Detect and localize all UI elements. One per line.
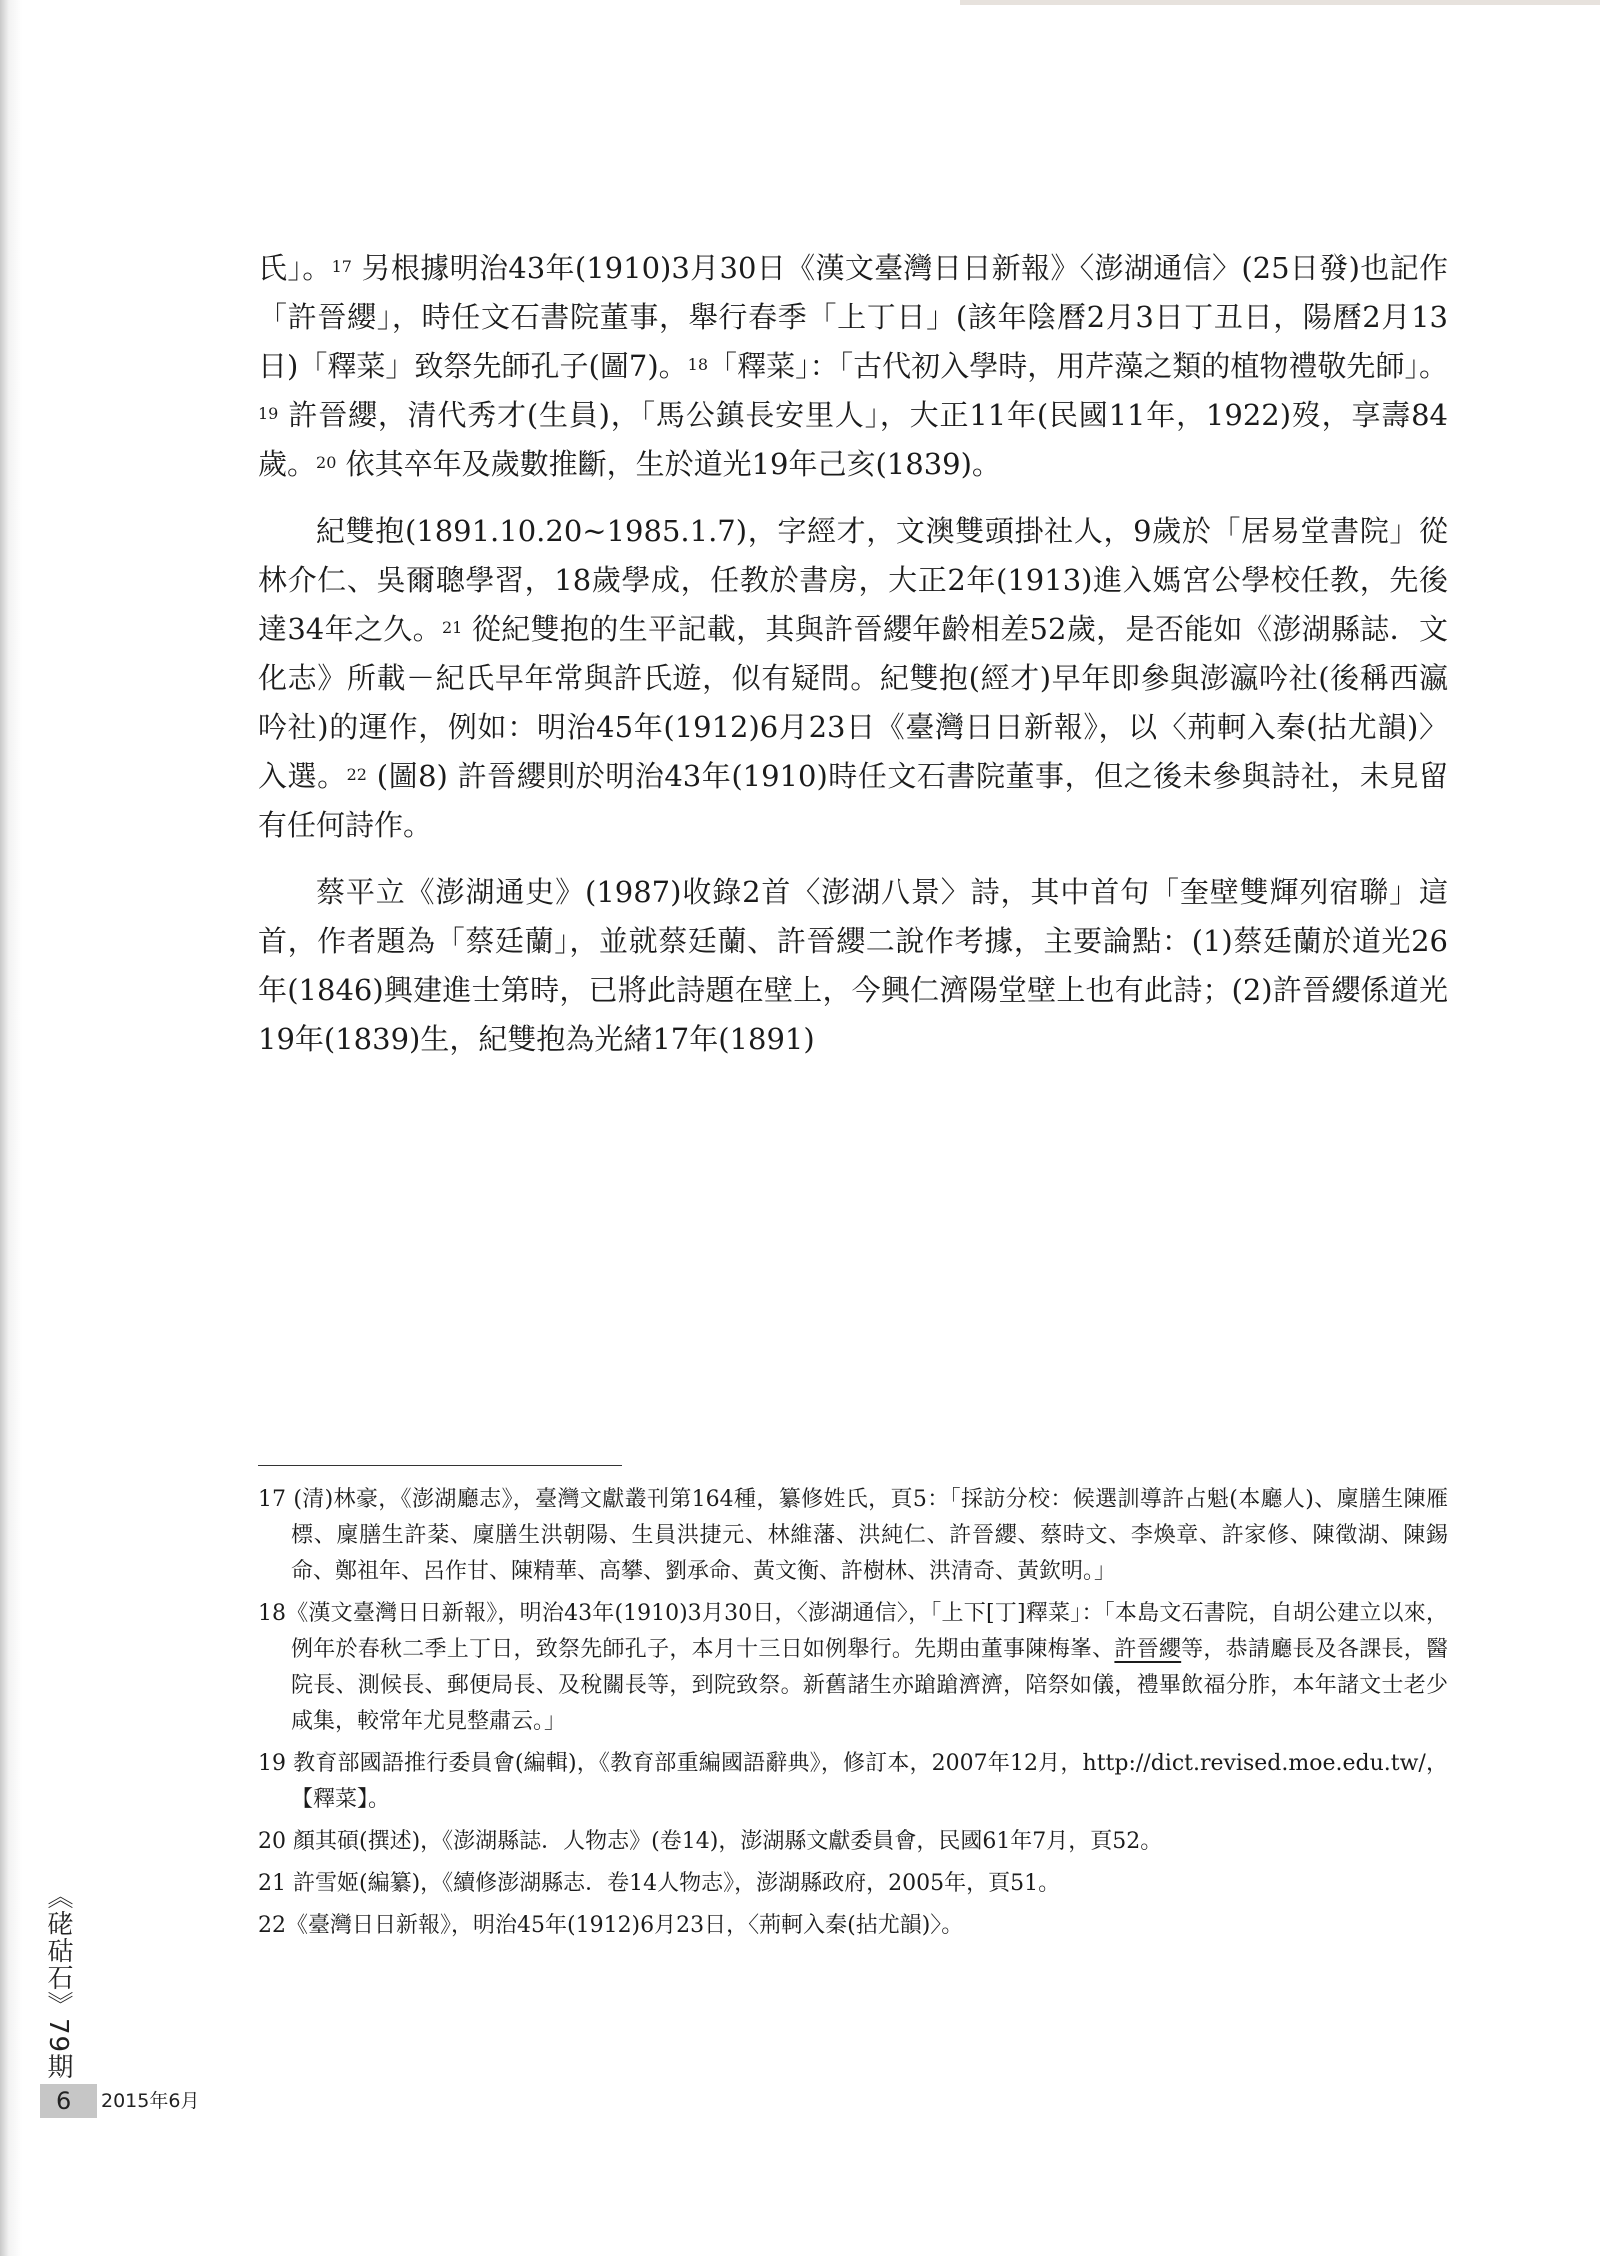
footnote-ref: 18 xyxy=(687,355,709,374)
footnote-17: 17 (清)林豪，《澎湖廳志》，臺灣文獻叢刊第164種，纂修姓氏，頁5：「採訪分校：候選訓導許占魁(本廳人)、廩膳生陳雁標、廩膳生許棻、廩膳生洪朝陽、生員洪捷元、林維藩、洪純仁、許晉纓、蔡時文、李煥章、許家修、陳徵湖、陳錫命、鄭祖年、呂作甘、陳精華、高攀、劉承命、黃文衡、許樹林、洪清奇、黃欽明。」 xyxy=(258,1487,1448,1584)
journal-title: 《硓𥑮石》79期 xyxy=(43,1883,73,2081)
footnote-ref: 17 xyxy=(331,257,352,276)
footnote-ref: 21 xyxy=(442,618,463,637)
footnote-18: 18《漢文臺灣日日新報》，明治43年(1910)3月30日，〈澎湖通信〉，「上下[丁]釋菜」：「本島文石書院，自胡公建立以來，例年於春秋二季上丁日，致祭先師孔子，本月十三日如例舉行。先期由董事陳梅峯、許晉纓等，恭請廳長及各課長，醫院長、測候長、郵便局長、及稅關長等，到院致祭。新舊諸生亦蹌蹌濟濟，陪祭如儀，禮畢飲福分胙，本年諸文士老少咸集，較常年尤見整肅云。」 xyxy=(258,1601,1448,1734)
footnote-19: 19 教育部國語推行委員會(編輯)，《教育部重編國語辭典》，修訂本，2007年12月，http://dict.revised.moe.edu.tw/，【釋菜】。 xyxy=(258,1751,1448,1812)
article-body xyxy=(258,244,1448,1082)
footnote-divider xyxy=(258,1465,622,1466)
top-edge-mark xyxy=(960,0,1600,5)
paragraph-1: 氏」。$^{17}$ 另根據明治43年(1910)3月30日《漢文臺灣日日新報》〈澎湖通信〉(25日發)也記作「許晉纓」，時任文石書院董事，舉行春季「上丁日」(該年陰曆2月3日丁丑日，陽曆2月13日)「釋菜」致祭先師孔子(圖7)。$^{18}$「釋菜」：「古代初入學時，用芹藻之類的植物禮敬先師」。$^{19}$ 許晉纓，清代秀才(生員)，「馬公鎮長安里人」，大正11年(民國11年，1922)歿，享壽84歲。$^{20}$ 依其卒年及歲數推斷，生於道光19年己亥(1839)。 xyxy=(258,251,1448,481)
footnote-20: 20 顏其碩(撰述)，《澎湖縣誌．人物志》(卷14)，澎湖縣文獻委員會，民國61年7月，頁52。 xyxy=(258,1829,1163,1854)
footnotes xyxy=(258,1482,1448,1950)
issue-date: 2015年6月 xyxy=(101,2090,200,2112)
footnote-ref: 20 xyxy=(316,453,337,472)
footnote-ref: 19 xyxy=(258,404,279,423)
paragraph-3: 蔡平立《澎湖通史》(1987)收錄2首〈澎湖八景〉詩，其中首句「奎壁雙輝列宿聯」這首，作者題為「蔡廷蘭」，並就蔡廷蘭、許晉纓二說作考據，主要論點：(1)蔡廷蘭於道光26年(1846)興建進士第時，已將此詩題在壁上，今興仁濟陽堂壁上也有此詩；(2)許晉纓係道光19年(1839)生，紀雙抱為光緒17年(1891) xyxy=(258,875,1448,1056)
paragraph-2: 紀雙抱(1891.10.20~1985.1.7)，字經才，文澳雙頭掛社人，9歲於「居易堂書院」從林介仁、吳爾聰學習，18歲學成，任教於書房，大正2年(1913)進入媽宮公學校任教，先後達34年之久。$^{21}$ 從紀雙抱的生平記載，其與許晉纓年齡相差52歲，是否能如《澎湖縣誌．文化志》所載－紀氏早年常與許氏遊，似有疑問。紀雙抱(經才)早年即參與澎瀛吟社(後稱西瀛吟社)的運作，例如：明治45年(1912)6月23日《臺灣日日新報》，以〈荊軻入秦(拈尤韻)〉入選。$^{22}$ (圖8) 許晉纓則於明治43年(1910)時任文石書院董事，但之後未參與詩社，未見留有任何詩作。 xyxy=(258,514,1448,842)
scan-edge-shadow xyxy=(0,0,22,2256)
footnote-ref: 22 xyxy=(346,765,367,784)
footnote-22: 22《臺灣日日新報》，明治45年(1912)6月23日，〈荊軻入秦(拈尤韻)〉。 xyxy=(258,1913,964,1938)
underlined-name: 許晉纓 xyxy=(1114,1637,1182,1662)
footnote-21: 21 許雪姬(編纂)，《續修澎湖縣志．卷14人物志》，澎湖縣政府，2005年，頁51。 xyxy=(258,1871,1061,1896)
page-number: 6 xyxy=(40,2084,97,2118)
